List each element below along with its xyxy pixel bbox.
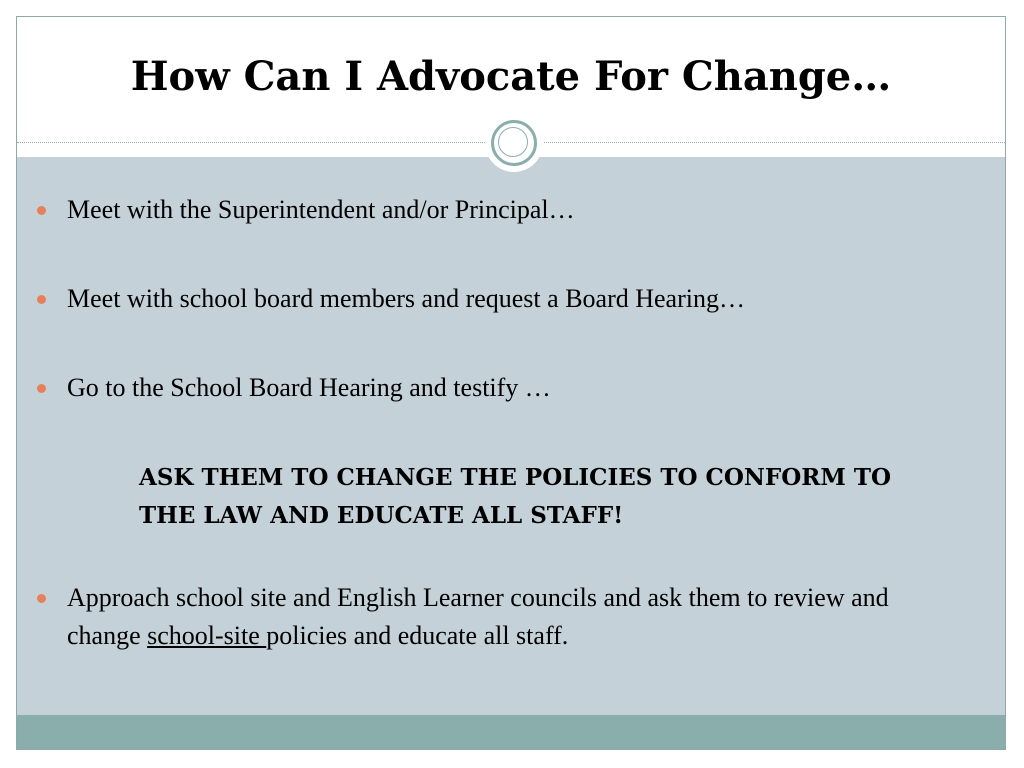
bullet-item-2 xyxy=(67,280,967,318)
ornament-inner-ring xyxy=(498,127,528,157)
circle-ornament-icon xyxy=(485,114,543,172)
bullet-text: Meet with school board members and request a Board Hearing… xyxy=(67,284,745,313)
bullet-dot-icon xyxy=(37,594,46,603)
bullet-text: Go to the School Board Hearing and testify … xyxy=(67,373,551,402)
bullet-dot-icon xyxy=(37,384,46,393)
bullet-dot-icon xyxy=(37,206,46,215)
bullet-dot-icon xyxy=(37,295,46,304)
content-area xyxy=(17,157,1005,716)
bullet-item-3 xyxy=(67,369,967,407)
ornament-ring xyxy=(491,120,537,166)
footer-band xyxy=(17,715,1005,749)
bullet-text: Meet with the Superintendent and/or Principal… xyxy=(67,195,575,224)
slide xyxy=(16,16,1006,750)
emphasis-callout: ASK THEM TO CHANGE THE POLICIES TO CONFORM TO THE LAW AND EDUCATE ALL STAFF! xyxy=(139,464,892,529)
bullet-text-after: policies and educate all staff. xyxy=(266,621,569,650)
bullet-item-4 xyxy=(67,579,967,655)
bullet-underlined-text: school-site xyxy=(147,621,267,650)
bullet-text-before: Approach school site and English Learner councils and ask them to review and change xyxy=(67,583,889,650)
bullet-item-1 xyxy=(67,191,967,229)
slide-title: How Can I Advocate For Change… xyxy=(130,53,892,100)
